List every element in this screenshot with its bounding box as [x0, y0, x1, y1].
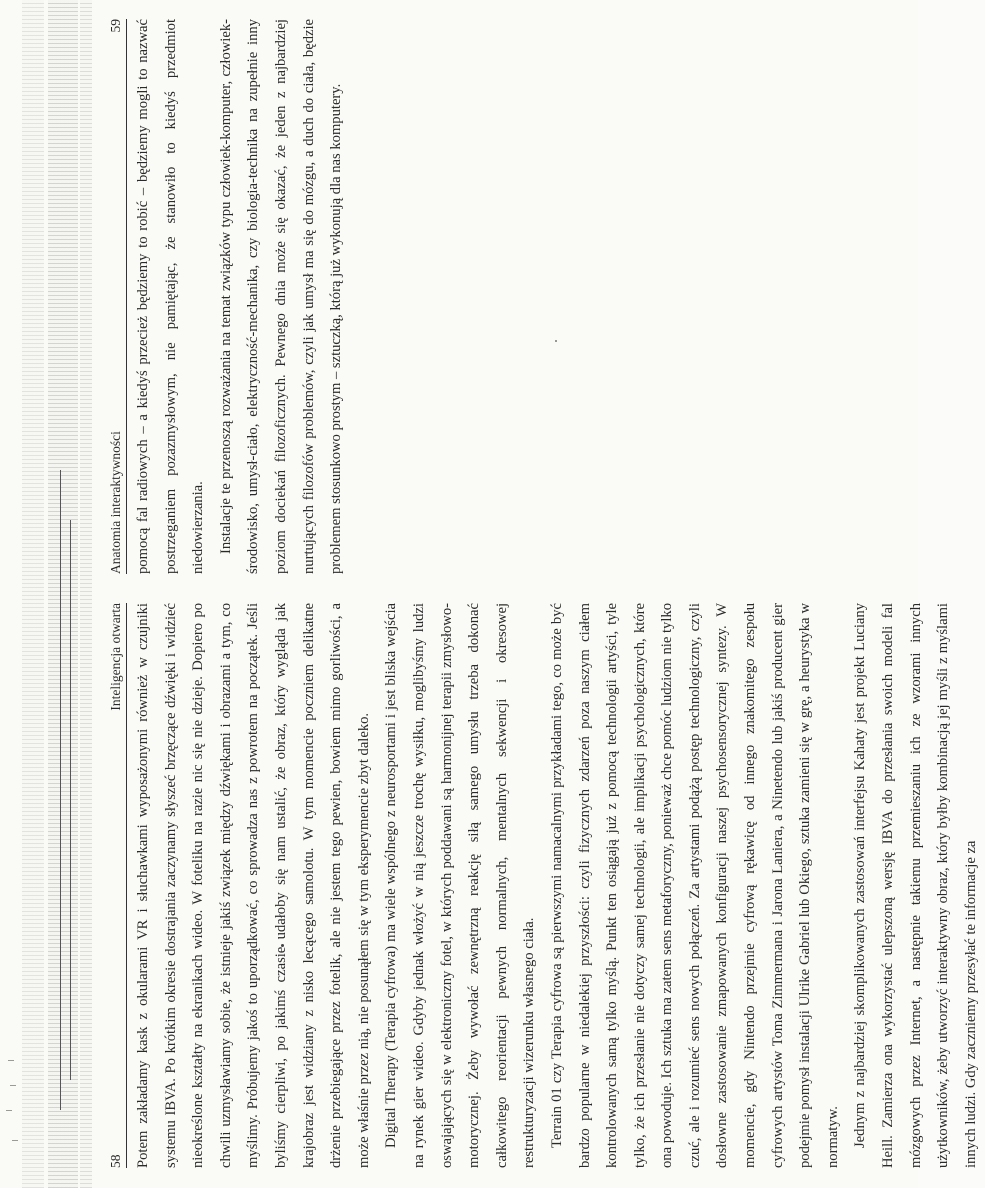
left-page: [100, 603, 979, 1168]
page-body: [130, 19, 351, 574]
paragraph: pomocą fal radiowych – a kiedyś przecież będziemy to robić – będziemy mogli to nazwać postrzeganiem pozazmysłowym, nie pamiętając, że stanowiło to kiedyś przedmiot niedowierzania.: [135, 19, 207, 574]
right-page: [100, 19, 912, 574]
paragraph: Potem zakładamy kask z okularami VR i słuchawkami wyposażonymi również w czujniki systemu IBVA. Po krótkim okresie dostrajania zaczynamy słyszeć brzęczące dźwięki i widzieć nieokreślone kształty na ekranikach wideo. W foteliku na razie nic się nie dzieje. Dopiero po chwili uzmysławiamy sobie, że istnieje jakiś związek między dźwiękami i obrazami a tym, co myślimy. Próbujemy jakoś to uporządkować, co sprowadza nas z powrotem na początek. Jeśli byliśmy cierpliwi, po jakimś czasie udałoby się nam ustalić, że obraz, który wygląda jak krajobraz jest widziany z nisko lecącego samolotu. W tym momencie poczniem delikatne drżenie przebiegające przez fotelik, ale nie jestem tego pewien, bowiem mimo gorliwości, a może właśnie przez nią, nie posunąłem się w tym eksperymencie zbyt daleko.: [135, 603, 372, 1168]
rotated-spread: [100, 11, 979, 1176]
page-header: [104, 603, 127, 1168]
paragraph: Instalacje te przenoszą rozważania na temat związków typu człowiek-komputer, człowiek-środowisko, umysł-ciało, elektryczność-mechanika, czy biologia-technika na zupełnie inny poziom dociekań filozoficznych. Pewnego dnia może się okazać, że jeden z najbardziej nurtujących filozofów problemów, czyli jak umysł ma się do mózgu, a duch do ciała, będzie problemem stosunkowo prostym – sztuczką, którą już wykonują dla nas komputery.: [217, 19, 345, 574]
page-number: 58: [108, 1154, 123, 1168]
page-header: [104, 19, 127, 574]
paragraph: Terrain 01 czy Terapia cyfrowa są pierwszymi namacalnymi przykładami tego, co może być bardzo popularne w niedalekiej przyszłości: czyli fizycznych zdarzeń poza naszym ciałem kontrolowanych samą tylko myślą. Punkt ten osiągają już z pomocą technologii artyści, tyle tylko, że ich przesłanie nie dotyczy samej technologii, ale implikacji psychologicznych, które ona powoduje. Ich sztuka ma zatem sens metaforyczny, ponieważ chce pomóc ludziom nie tylko czuć, ale i rozumieć sens nowych połączeń. Za artystami podążą postęp technologiczny, czyli dosłowne zastosowanie zmapowanych konfiguracji naszej psychosensorycznej syntezy. W momencie, gdy Nintendo przejmie cyfrową rękawicę od innego znakomitego zespołu cyfrowych artystów Toma Zimmermana i Jarona Laniera, a Ninetendo lub jakiś producent gier podejmie pomysł instalacji Ulrike Gabriel lub Okiego, sztuka zamieni się w grę, a heurystyka w normatyw.: [548, 603, 841, 1168]
page-body: [130, 603, 985, 1168]
page-number: 59: [108, 19, 123, 33]
paragraph: Jednym z najbardziej skomplikowanych zastosowań interfejsu Kahaty jest projekt Luciany Heill. Zamierza ona wykorzystać ulepszoną wersję IBVA do przesłania swoich modeli fal mózgowych przez Internet, a następnie takiemu przemieszaniu ich ze wzorami innych użytkowników, żeby utworzyć interaktywny obraz, który byłby kombinacją jej myśli z myślami innych ludzi. Gdy zaczniemy przesyłać te informacje za: [852, 603, 979, 1168]
running-head: Anatomia interaktywności: [108, 431, 123, 574]
paragraph: Digital Therapy (Terapia cyfrowa) ma wiele wspólnego z neurosportami i jest bliska wejścia na rynek gier wideo. Gdyby jednak włożyć w nią jeszcze trochę wysiłku, moglibyśmy ludzi oswajających się w elektroniczny fotel, w których poddawani są harmonijnej terapii zmysłowo-motorycznej. Żeby wywołać zewnętrzną reakcję siłą samego umysłu trzeba dokonać całkowitego reorientacji pewnych normalnych, mentalnych sekwencji i okresowej restrukturyzacji wizerunku własnego ciała.: [383, 603, 538, 1168]
book-binding-shadow: [0, 0, 95, 1188]
running-head: Inteligencja otwarta: [108, 603, 123, 711]
